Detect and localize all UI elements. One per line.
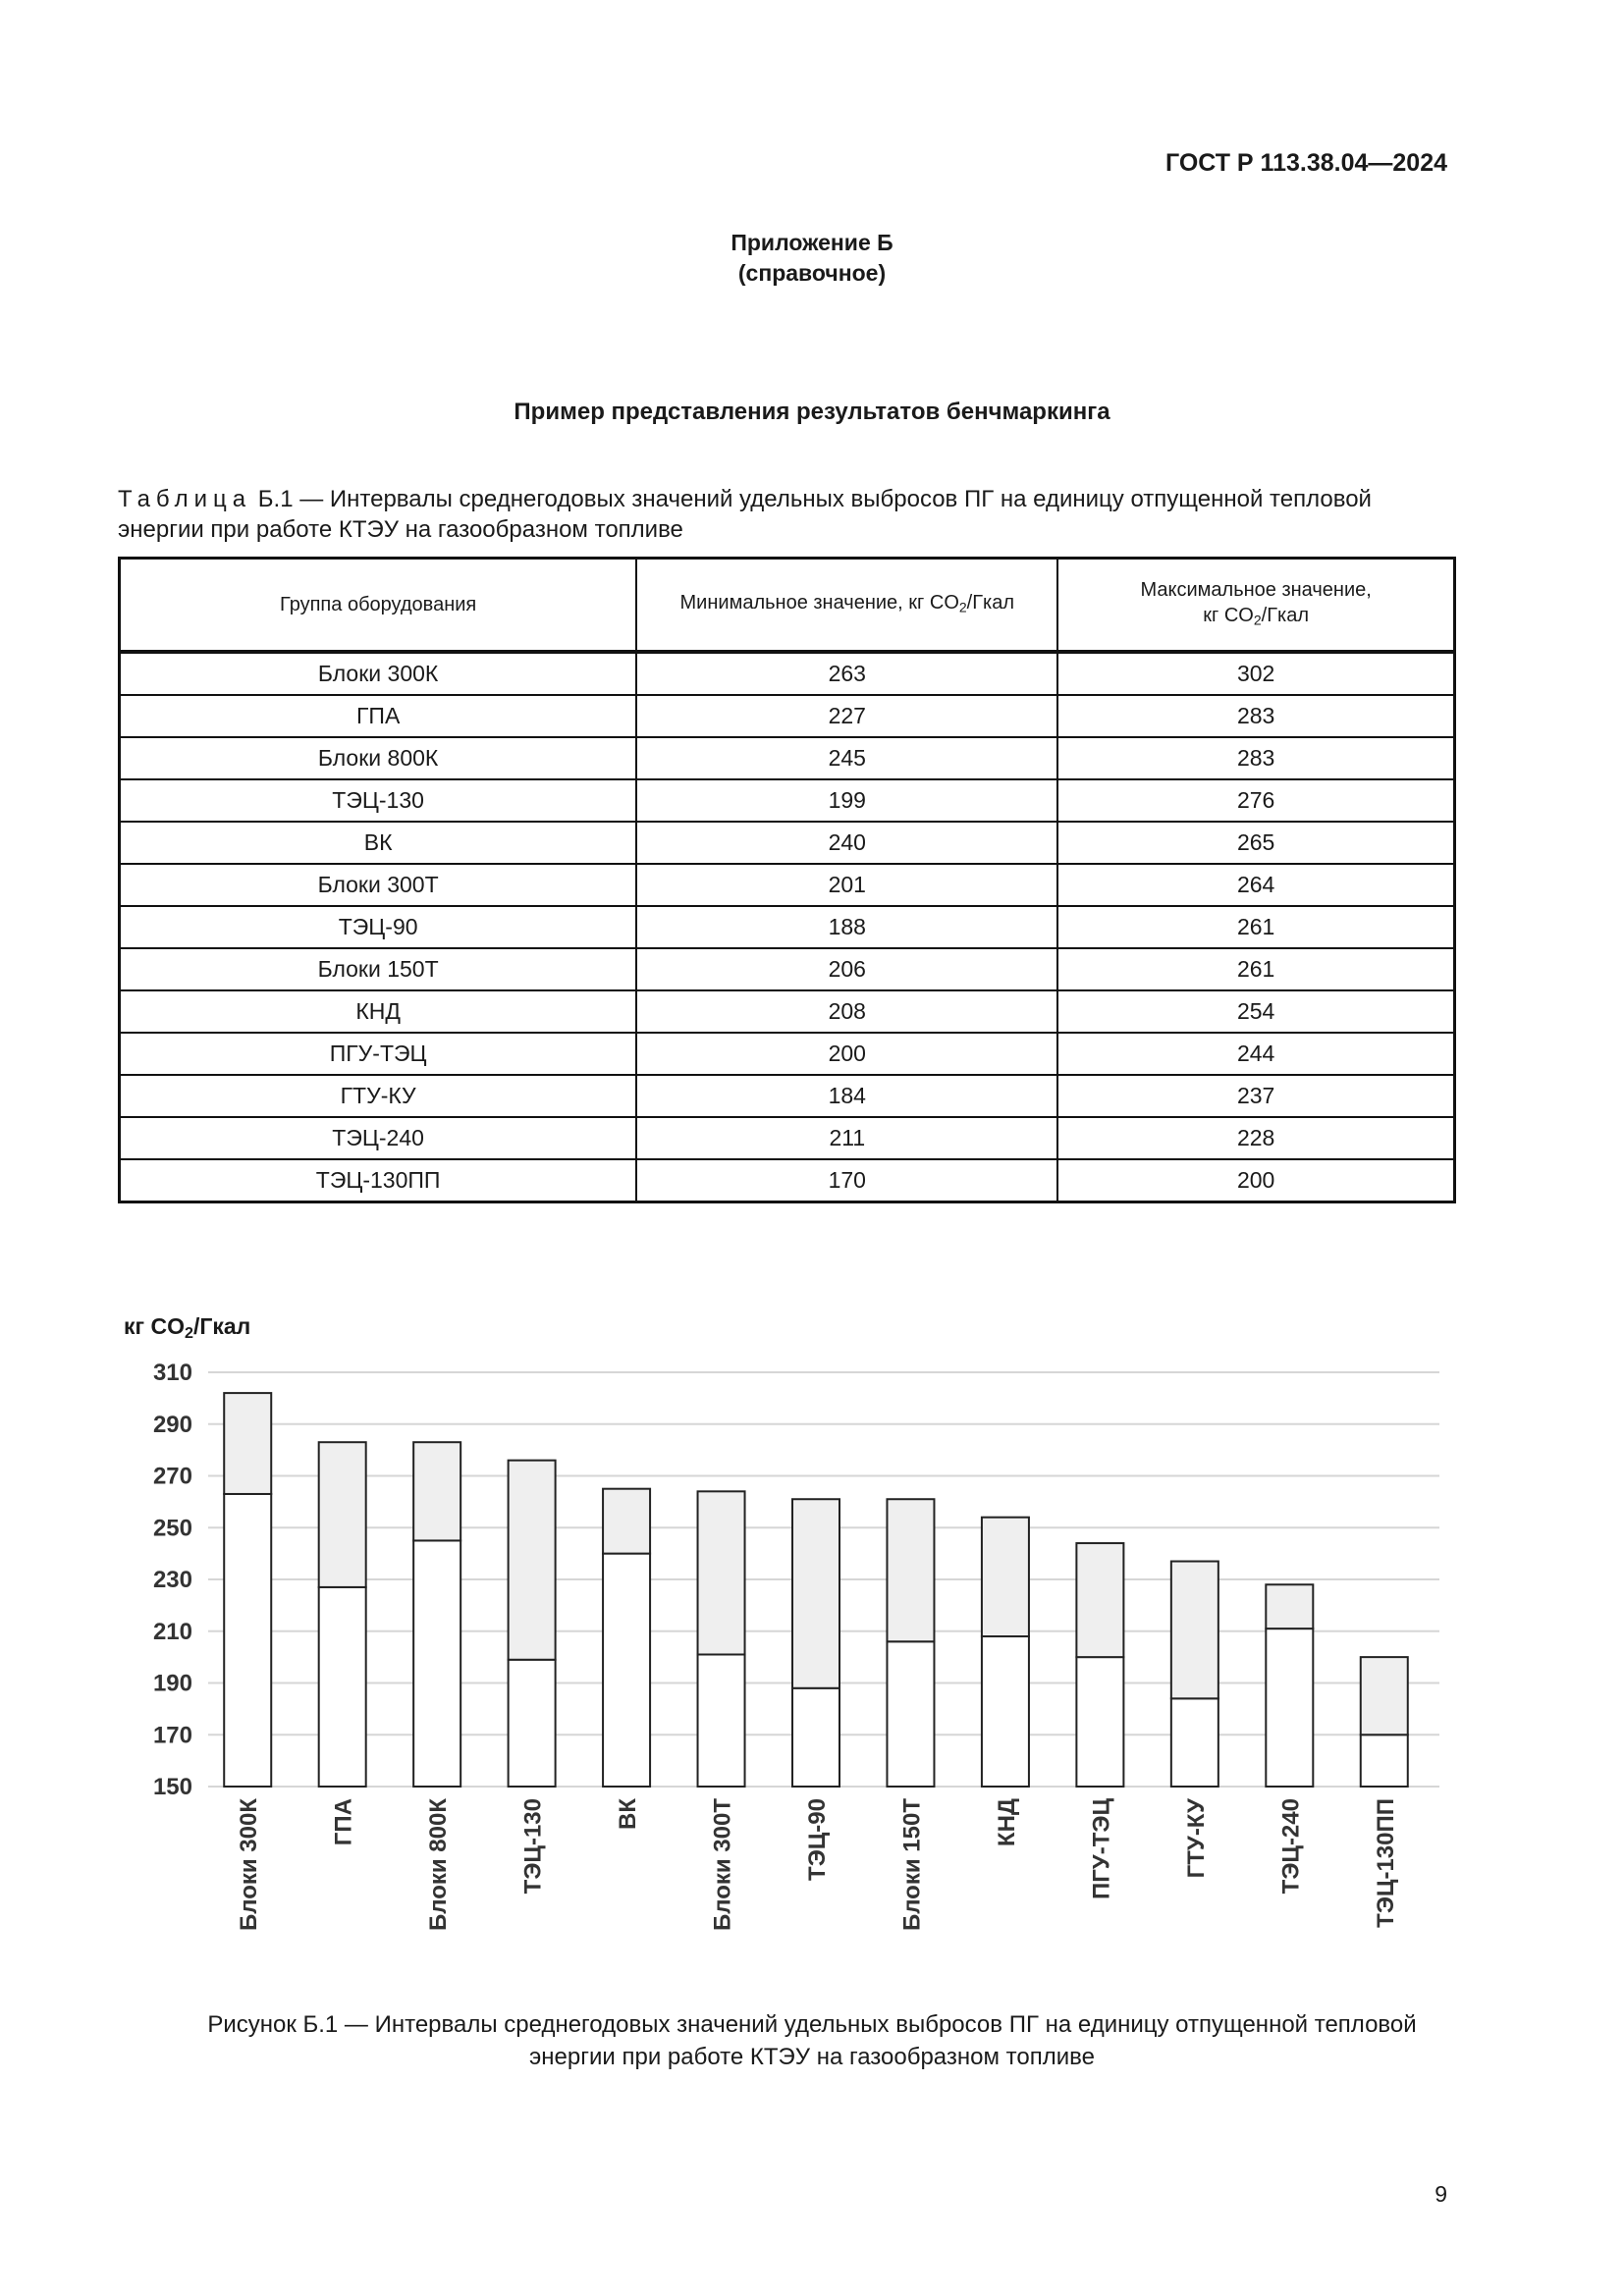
cell-min: 188 xyxy=(636,906,1057,948)
bar-min xyxy=(698,1654,745,1787)
x-tick-label: ГТУ-КУ xyxy=(1182,1798,1210,1879)
table-row xyxy=(120,737,1455,779)
cell-group: Блоки 800К xyxy=(120,737,637,779)
table-row xyxy=(120,1117,1455,1159)
cell-max: 265 xyxy=(1057,822,1454,864)
header-min-label xyxy=(680,592,1015,614)
cell-group: ГТУ-КУ xyxy=(120,1075,637,1117)
x-tick-label: ТЭЦ-240 xyxy=(1277,1798,1305,1895)
cell-max: 237 xyxy=(1057,1075,1454,1117)
cell-max: 200 xyxy=(1057,1159,1454,1202)
figure-caption xyxy=(98,2008,1526,2073)
table-header-row xyxy=(120,559,1455,653)
cell-group: Блоки 300К xyxy=(120,652,637,695)
cell-group: ТЭЦ-240 xyxy=(120,1117,637,1159)
table-row xyxy=(120,906,1455,948)
table-row xyxy=(120,1033,1455,1075)
x-tick-label: Блоки 300К xyxy=(236,1798,263,1931)
cell-min: 199 xyxy=(636,779,1057,822)
header-group-label: Группа оборудования xyxy=(280,594,477,615)
y-tick-label: 270 xyxy=(152,1463,192,1490)
header-min xyxy=(636,559,1057,653)
table-row xyxy=(120,990,1455,1033)
header-min-post: /Гкал xyxy=(966,591,1015,614)
cell-group: Блоки 150Т xyxy=(120,948,637,990)
bar-range xyxy=(792,1499,839,1688)
cell-max: 276 xyxy=(1057,779,1454,822)
cell-max: 261 xyxy=(1057,948,1454,990)
x-tick-label: Блоки 300Т xyxy=(709,1798,736,1931)
x-tick-label: Блоки 800К xyxy=(425,1798,453,1931)
cell-group: ТЭЦ-130ПП xyxy=(120,1159,637,1202)
cell-min: 201 xyxy=(636,864,1057,906)
table-row xyxy=(120,695,1455,737)
bar-range xyxy=(603,1489,650,1554)
bar-range xyxy=(413,1442,460,1540)
y-title-sub: 2 xyxy=(184,1324,193,1343)
cell-min: 170 xyxy=(636,1159,1057,1202)
cell-max: 244 xyxy=(1057,1033,1454,1075)
x-tick-label: Блоки 150Т xyxy=(898,1798,926,1931)
y-tick-label: 170 xyxy=(152,1722,192,1749)
header-max-line1: Максимальное значение, xyxy=(1140,578,1372,601)
cell-max: 254 xyxy=(1057,990,1454,1033)
header-group xyxy=(120,559,637,653)
cell-group: КНД xyxy=(120,990,637,1033)
bar-min xyxy=(509,1660,556,1787)
benchmark-table xyxy=(118,557,1456,1203)
x-tick-label: ПГУ-ТЭЦ xyxy=(1088,1798,1115,1900)
page-number: 9 xyxy=(1435,2181,1447,2207)
chart-x-ticks xyxy=(236,1797,1399,1931)
cell-group: ГПА xyxy=(120,695,637,737)
cell-group: ТЭЦ-130 xyxy=(120,779,637,822)
header-max-pre: кг CO xyxy=(1203,604,1254,626)
bar-min xyxy=(792,1688,839,1787)
x-tick-label: ТЭЦ-90 xyxy=(804,1798,831,1881)
bar-range xyxy=(1076,1543,1123,1657)
chart-y-ticks xyxy=(153,1360,192,1800)
bar-range xyxy=(1171,1562,1218,1699)
x-tick-label: ГПА xyxy=(330,1798,357,1846)
bar-min xyxy=(224,1494,271,1787)
figure-caption-line2: энергии при работе КТЭУ на газообразном топливе xyxy=(529,2044,1095,2070)
bar-min xyxy=(319,1587,366,1787)
table-row xyxy=(120,822,1455,864)
bar-min xyxy=(1266,1629,1313,1787)
y-tick-label: 190 xyxy=(152,1670,192,1697)
y-tick-label: 210 xyxy=(152,1618,192,1645)
table-row xyxy=(120,652,1455,695)
y-title-post: /Гкал xyxy=(192,1313,251,1339)
cell-min: 200 xyxy=(636,1033,1057,1075)
table-caption-text: Б.1 — Интервалы среднегодовых значений удельных выбросов ПГ на единицу отпущенной тепловой энергии при работе КТЭУ на газообразном топливе xyxy=(118,486,1372,543)
header-max-sub: 2 xyxy=(1253,612,1262,628)
header-max-line2 xyxy=(1058,603,1453,633)
x-tick-label: ТЭЦ-130ПП xyxy=(1372,1798,1399,1928)
cell-max: 283 xyxy=(1057,737,1454,779)
cell-min: 240 xyxy=(636,822,1057,864)
cell-min: 211 xyxy=(636,1117,1057,1159)
table-caption xyxy=(118,484,1453,545)
cell-max: 302 xyxy=(1057,652,1454,695)
appendix-title: Приложение Б xyxy=(731,230,893,255)
cell-min: 206 xyxy=(636,948,1057,990)
y-tick-label: 230 xyxy=(152,1567,192,1593)
cell-max: 228 xyxy=(1057,1117,1454,1159)
header-min-pre: Минимальное значение, кг CO xyxy=(679,591,959,614)
cell-min: 227 xyxy=(636,695,1057,737)
bar-min xyxy=(982,1636,1029,1787)
chart-bars xyxy=(224,1393,1408,1787)
standard-code: ГОСТ Р 113.38.04—2024 xyxy=(1164,149,1447,177)
bar-range xyxy=(698,1491,745,1654)
x-tick-label: КНД xyxy=(993,1798,1020,1847)
cell-group: Блоки 300Т xyxy=(120,864,637,906)
bar-min xyxy=(1361,1735,1408,1787)
cell-max: 264 xyxy=(1057,864,1454,906)
cell-group: ВК xyxy=(120,822,637,864)
cell-group: ТЭЦ-90 xyxy=(120,906,637,948)
bar-range xyxy=(887,1499,934,1641)
y-title-pre: кг CO xyxy=(124,1313,185,1339)
cell-min: 208 xyxy=(636,990,1057,1033)
bar-min xyxy=(413,1540,460,1787)
cell-group: ПГУ-ТЭЦ xyxy=(120,1033,637,1075)
cell-min: 263 xyxy=(636,652,1057,695)
table-row xyxy=(120,864,1455,906)
bar-range xyxy=(319,1442,366,1587)
header-min-sub: 2 xyxy=(958,599,967,615)
table-row xyxy=(120,1075,1455,1117)
y-tick-label: 150 xyxy=(152,1774,192,1800)
bar-range xyxy=(982,1518,1029,1636)
section-title: Пример представления результатов бенчмаркинга xyxy=(514,399,1110,425)
bar-range xyxy=(509,1461,556,1660)
cell-max: 283 xyxy=(1057,695,1454,737)
cell-max: 261 xyxy=(1057,906,1454,948)
bar-range xyxy=(224,1393,271,1494)
bar-min xyxy=(1171,1698,1218,1787)
x-tick-label: ВК xyxy=(615,1798,642,1830)
cell-min: 184 xyxy=(636,1075,1057,1117)
table-row xyxy=(120,779,1455,822)
y-tick-label: 310 xyxy=(152,1360,192,1386)
y-tick-label: 290 xyxy=(152,1411,192,1438)
bar-min xyxy=(1076,1657,1123,1787)
table-caption-prefix: Таблица xyxy=(118,486,252,512)
y-tick-label: 250 xyxy=(152,1515,192,1542)
bar-min xyxy=(603,1554,650,1787)
emissions-bar-chart xyxy=(98,1296,1492,2002)
header-max-post: /Гкал xyxy=(1261,604,1310,626)
header-max xyxy=(1057,559,1454,653)
cell-min: 245 xyxy=(636,737,1057,779)
x-tick-label: ТЭЦ-130 xyxy=(519,1798,547,1895)
table-row xyxy=(120,948,1455,990)
bar-min xyxy=(887,1641,934,1787)
figure-caption-line1: Рисунок Б.1 — Интервалы среднегодовых значений удельных выбросов ПГ на единицу отпущенной тепловой xyxy=(207,2011,1417,2038)
bar-range xyxy=(1266,1584,1313,1629)
appendix-subtitle: (справочное) xyxy=(737,260,887,286)
bar-range xyxy=(1361,1657,1408,1735)
table-row xyxy=(120,1159,1455,1202)
appendix-heading xyxy=(0,228,1624,289)
